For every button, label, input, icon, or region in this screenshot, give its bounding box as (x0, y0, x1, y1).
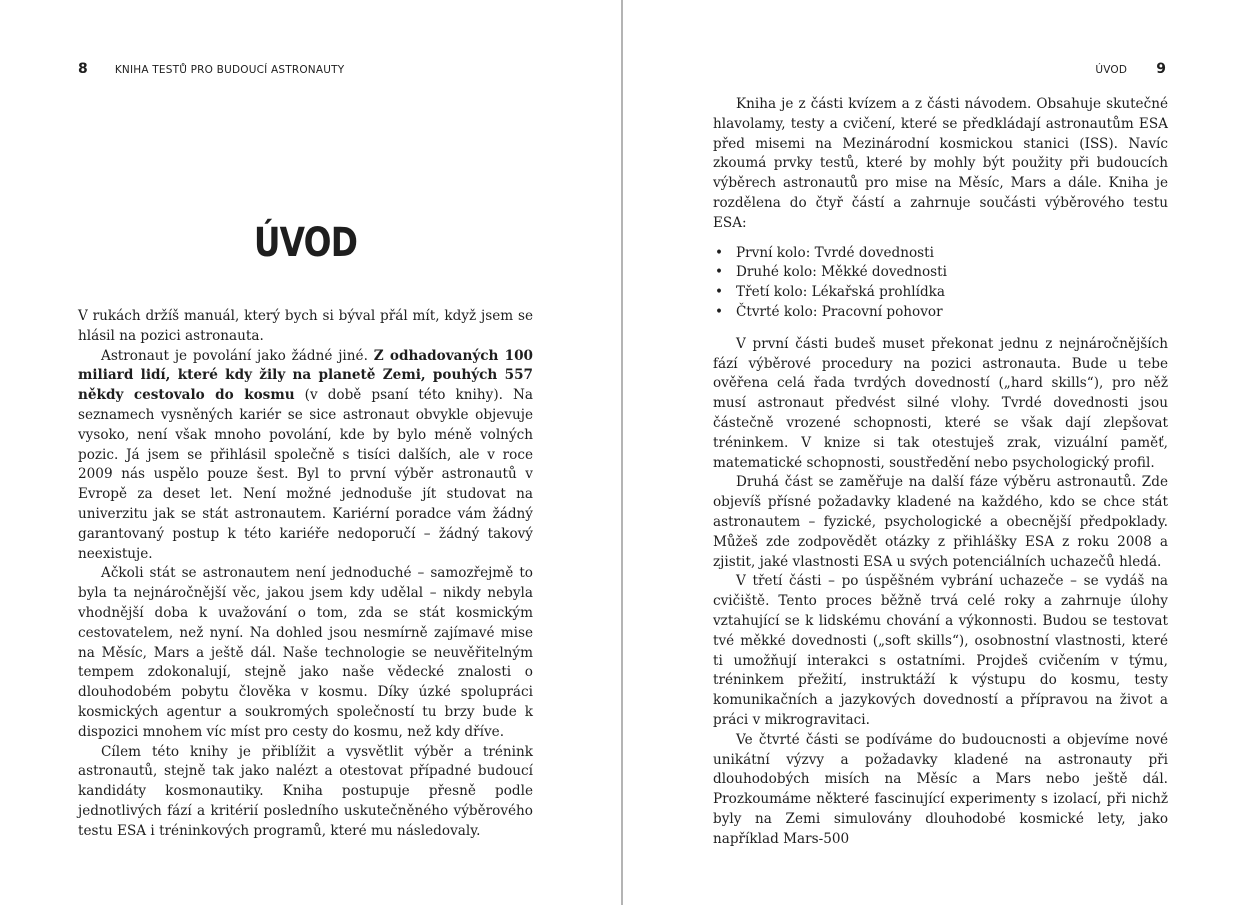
paragraph: Ačkoli stát se astronautem není jednoduché – samozřejmě to byla ta nejnáročnější věc, jakou jsem kdy udělal – nikdy nebyla vhodnější doba k uvažování o tom, zda se stát kosmickým cestovatelem, než nyní. Na dohled jsou nesmírně zajímavé mise na Měsíc, Mars a ještě dál. Naše technologie se neuvěřitelným tempem zdokonalují, stejně jako naše vědecké znalosti o dlouhodobém pobytu člověka v kosmu. Díky úzké spolupráci kosmických agentur a soukromých společností tu brzy bude k dispozici mnohem víc míst pro cesty do kosmu, než kdy dříve. (78, 565, 533, 740)
list-item-text: Druhé kolo: Měkké dovednosti (736, 264, 947, 281)
bullet-icon: • (715, 264, 724, 281)
paragraph: V první části budeš muset překonat jednu z nejnáročnějších fází výběrové procedury na pozici astronauta. Bude u tebe ověřena celá řada tvrdých dovedností („hard skills“), pro něž musí astronaut předvést silné vlohy. Tvrdé dovednosti jsou částečně vrozené schopnosti, které se však dají zlepšovat tréninkem. V knize si tak otestuješ zrak, vizuální paměť, matematické schopnosti, soustředění nebo psychologický profil. (713, 335, 1168, 471)
paragraph: Kniha je z části kvízem a z části návodem. Obsahuje skutečné hlavolamy, testy a cvičení, které se předkládají astronautům ESA před misemi na Mezinárodní kosmickou stanici (ISS). Navíc zkoumá prvky testů, které by mohly být použity při budoucích výběrech astronautů pro mise na Měsíc, Mars a dále. Kniha je rozdělena do čtyř částí a zahrnuje součásti výběrového testu ESA: (713, 96, 1168, 231)
paragraph: Ve čtvrté části se podíváme do budoucnosti a objevíme nové unikátní výzvy a požadavky kladené na astronauty při dlouhodobých misích na Měsíc a Mars nebo ještě dál. Prozkoumáme některé fascinující experimenty s izolací, při nichž byly na Zemi simulovány dlouhodobé kosmické lety, jako například Mars-500 (713, 731, 1168, 847)
bullet-icon: • (715, 284, 724, 301)
list-item (713, 263, 1168, 283)
paragraph: V rukách držíš manuál, který bych si býval přál mít, když jsem se hlásil na pozici astronauta. (78, 308, 533, 344)
right-body-text (713, 95, 1168, 849)
paragraph: Cílem této knihy je přiblížit a vysvětlit výběr a trénink astronautů, stejně tak jako nalézt a otestovat případné budoucí kandidáty kosmonautiky. Kniha postupuje přesně podle jednotlivých fází a kritérií posledního uskutečněného výběrového testu ESA i tréninkových programů, které mu následovaly. (78, 743, 533, 839)
running-head-right (1095, 58, 1166, 77)
paragraph (78, 347, 533, 565)
bullet-icon: • (715, 244, 724, 261)
book-title-header: KNIHA TESTŮ PRO BUDOUCÍ ASTRONAUTY (114, 64, 345, 76)
left-body-text (78, 307, 533, 842)
page-number: 8 (78, 61, 88, 77)
right-page (623, 0, 1244, 905)
bold-emphasis: Z odhadovaných 100 miliard lidí, které kdy žily na planetě Zemi, pouhých 557 někdy cestovalo do kosmu (78, 347, 533, 404)
chapter-title: ÚVOD (253, 220, 358, 266)
paragraph-text: Astronaut je povolání jako žádné jiné. (101, 347, 374, 364)
paragraph: Druhá část se zaměřuje na další fáze výběru astronautů. Zde objevíš přísné požadavky kladené na každého, kdo se chce stát astronautem – fyzické, psychologické a obecnější předpoklady. Můžeš zde zodpovědět otázky z přihlášky ESA z roku 2008 a zjistit, jaké vlastnosti ESA u svých potenciálních uchazečů hledá. (713, 474, 1168, 570)
list-item (713, 303, 1168, 323)
list-item-text: Čtvrté kolo: Pracovní pohovor (736, 303, 943, 320)
list-item (713, 283, 1168, 303)
paragraph: V třetí části – po úspěšném vybrání uchazeče – se vydáš na cvičiště. Tento proces běžně trvá celé roky a zahrnuje úlohy vztahující se k lidskému chování a výkonnosti. Budou se testovat tvé měkké dovednosti („soft skills“), osobnostní vlastnosti, které ti umožňují interakci s ostatními. Projdeš cvičením v týmu, tréninkem přežití, instruktáží k výstupu do kosmu, testy komunikačních a jazykových dovedností a přípravou na život a práci v mikrogravitaci. (713, 573, 1168, 728)
list-item-text: První kolo: Tvrdé dovednosti (736, 244, 934, 261)
page-number: 9 (1156, 61, 1166, 77)
list-item (713, 244, 1168, 264)
bullet-icon: • (715, 303, 724, 320)
chapter-header: ÚVOD (1095, 64, 1128, 76)
rounds-list (713, 244, 1168, 323)
list-item-text: Třetí kolo: Lékařská prohlídka (736, 284, 946, 301)
running-head-left (78, 58, 344, 77)
paragraph-text: (v době psaní této knihy). Na seznamech vysněných kariér se sice astronaut obvykle objevuje vysoko, není však mnoho povolání, kde by bylo méně volných pozic. Já jsem se přihlásil společně s tisíci dalších, ale v roce 2009 nás uspělo pouze šest. Byl to první výběr astronautů v Evropě za deset let. Není možné jednoduše jít studovat na univerzitu jak se stát astronautem. Kariérní poradce vám žádný garantovaný postup k této kariéře nedoporučí – žádný takový neexistuje. (78, 387, 533, 562)
